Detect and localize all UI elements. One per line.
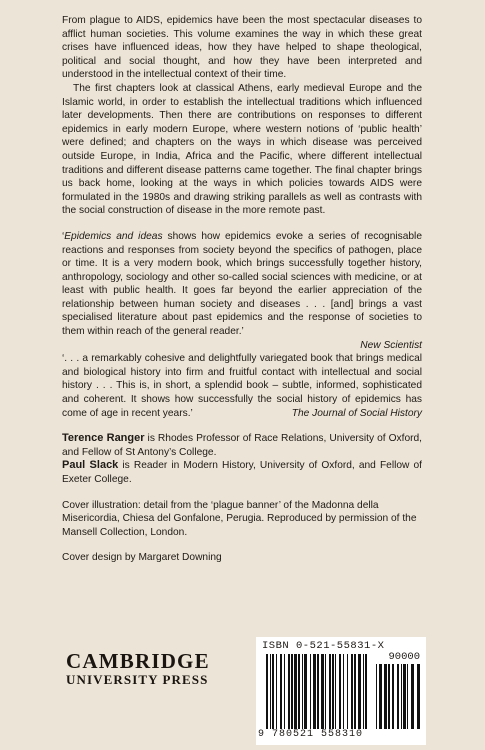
publisher-name: CAMBRIDGE [66, 649, 210, 673]
price-addon-number: 90000 [388, 651, 420, 663]
review-source-2: The Journal of Social History [291, 407, 422, 419]
back-cover-text [62, 14, 422, 565]
cover-illustration-credit: Cover illustration: detail from the ‘plague banner’ of the Madonna della Misericordia, Chiesa del Gonfalone, Perugia. Reproduced by permission of the Mansell Collection, London. [62, 499, 417, 538]
publisher-subname: UNIVERSITY PRESS [66, 672, 209, 687]
isbn-label: ISBN 0-521-55831-X [262, 640, 385, 652]
author-bio-1: Terence Ranger is Rhodes Professor of Race Relations, University of Oxford, and Fellow of St Antony’s College. [62, 432, 422, 458]
author-name: Paul Slack [62, 459, 119, 472]
isbn-barcode [256, 637, 426, 745]
review-quote-2: ‘. . . a remarkably cohesive and delightfully variegated book that brings medical and biological history into firm and fruitful contact with intellectual and social history . . . This is, in short, a splendid book – subtle, informed, sophisticated and coherent. It shows how successfully the social history of epidemics has come of age in recent years.’ The Journal of Social History [62, 353, 422, 419]
barcode-digits: 9 780521 558310 [258, 729, 364, 740]
author-name: Terence Ranger [62, 432, 145, 445]
author-bio-2: Paul Slack is Reader in Modern History, University of Oxford, and Fellow of Exeter College. [62, 459, 422, 485]
publisher-logo [66, 650, 210, 688]
blurb-paragraph-2: The first chapters look at classical Athens, early medieval Europe and the Islamic world, in order to establish the intellectual traditions which influenced later developments. Then there are contributions on responses to different epidemics in early modern Europe, where western notions of ‘public health’ were defined; and chapters on the ways in which disease was perceived outside Europe, in India, Africa and the Pacific, where different intellectual traditions and different disease patterns came together. The final chapter brings us back home, looking at the ways in which policies towards AIDS were formulated in the 1980s and drawing striking parallels as well as contrasts with the social construction of disease in the more remote past. [62, 82, 422, 217]
blurb-paragraph-1: From plague to AIDS, epidemics have been the most spectacular diseases to afflict human societies. This volume examines the way in which these great crises have influenced ideas, how they have helped to shape theological, political and social thought, and how they have been interpreted and understood in the intellectual context of their time. [62, 15, 422, 81]
review-quote-1: ‘Epidemics and ideas shows how epidemics evoke a series of recognisable reactions and responses from society beyond the specifics of pathogen, place or time. It is a very modern book, which brings successfully together history, anthropology, sociology and other so-called social sciences with medicine, or at least with public health. It goes far beyond the earlier appreciation of the relationship between human society and diseases . . . [and] brings a vast specialised literature about past epidemics and the response of societies to them within reach of the general reader.’ [62, 230, 422, 338]
cover-design-credit: Cover design by Margaret Downing [62, 552, 222, 564]
review-source-1: New Scientist [360, 339, 422, 351]
book-title: Epidemics and ideas [64, 230, 163, 242]
